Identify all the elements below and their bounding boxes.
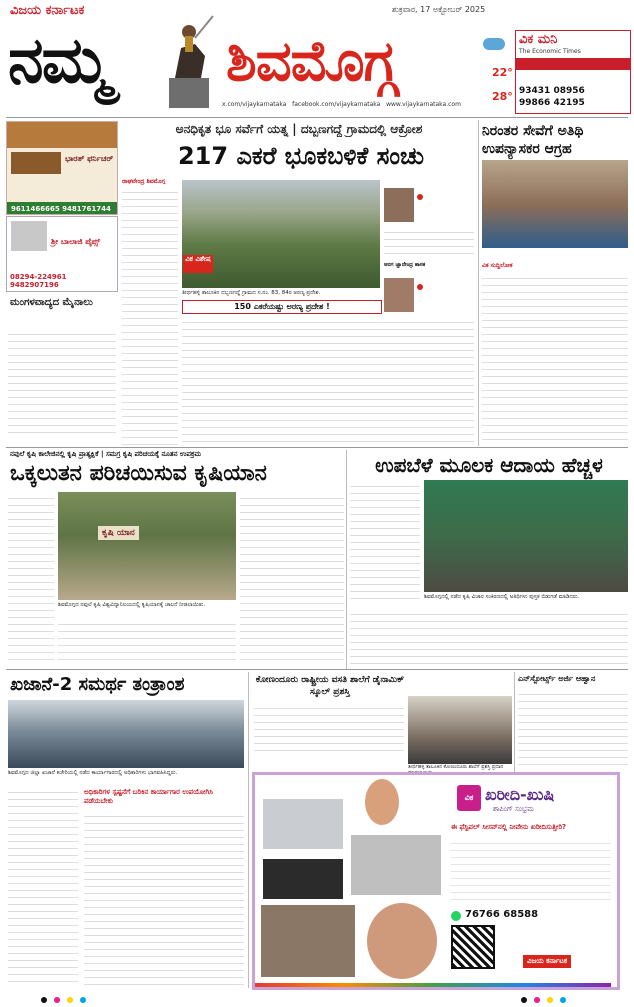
income-body-bottom [350, 608, 628, 666]
income-caption: ಶಿವಮೊಗ್ಗದಲ್ಲಿ ನಡೆದ ಕೃಷಿ ವಿಚಾರ ಸಂಕಿರಣದಲ್ಲಿ ಅತಿಥಿಗಳು ಪುಸ್ತಕ ಬಿಡುಗಡೆ ಮಾಡಿದರು. [424, 594, 580, 600]
social-row [222, 101, 461, 108]
treasury-body-col1 [8, 786, 78, 986]
treasury-body-col2 [84, 810, 244, 986]
mangala-headline: ಮಂಗಳವಾದ್ಯದ ಮೈನಾಲು [10, 297, 93, 308]
agri-headline: ಒಕ್ಕಲುತನ ಪರಿಚಯಿಸುವ ಕೃಷಿಯಾನ [10, 461, 267, 486]
quote2-dot-icon [417, 284, 423, 290]
temp-high: 22° [492, 66, 513, 79]
lead-byline: ರಾಘವೇಂದ್ರ ಶಿವಮೊಗ್ಗ [122, 178, 166, 185]
school-photo [408, 696, 512, 764]
promo-photo-2 [263, 799, 343, 849]
school-body [254, 702, 404, 756]
edition-date: ಶುಕ್ರವಾರ, 17 ಅಕ್ಟೋಬರ್ 2025 [392, 5, 486, 14]
qr-code-icon[interactable] [451, 925, 495, 969]
mangala-body [8, 328, 116, 436]
treasury-headline: ಖಜಾನೆ-2 ಸಮರ್ಥ ತಂತ್ರಾಂಶ [10, 674, 185, 695]
income-body-left [350, 480, 420, 600]
masthead-ad[interactable] [515, 30, 631, 114]
agri-body-left [8, 492, 54, 664]
promo-photo-1 [365, 779, 399, 825]
lead-body-cols [182, 316, 474, 444]
side-photo [482, 160, 628, 248]
vika-vishesha-badge: ವಿಕ ವಿಶೇಷ [183, 255, 213, 273]
promo-phone[interactable]: 76766 68588 [465, 909, 539, 920]
lead-photo-caption: ತೀರ್ಥಹಳ್ಳಿ ತಾಲೂಕಿನ ದಬ್ಬಣಗದ್ದೆ ಗ್ರಾಮದ ಸ.ನಂ. 83, 84ರ ಅರಣ್ಯ ಪ್ರದೇಶ. [182, 290, 321, 296]
side-body [482, 272, 628, 444]
masthead [0, 0, 634, 118]
notice-headline: ಎನ್‌ಸ್ಪೋರ್ಟ್ಸ್ ಅರ್ಜಿ ಆಹ್ವಾನ [518, 674, 596, 683]
promo-title: ಖರೀದಿ-ಖುಷಿ [485, 785, 555, 804]
side-headline: ನಿರಂತರ ಸೇವೆಗೆ ಅತಿಥಿ ಉಪನ್ಯಾಸಕರ ಆಗ್ರಹ [482, 123, 584, 157]
promo-photo-3 [351, 835, 441, 895]
treasury-caption: ಶಿವಮೊಗ್ಗದ ಜಿಲ್ಲಾ ಖಜಾನೆ ಕಚೇರಿಯಲ್ಲಿ ನಡೆದ ಕಾರ್ಯಾಗಾರದಲ್ಲಿ ಅಧಿಕಾರಿಗಳು ಭಾಗವಹಿಸಿದ್ದರು. [8, 770, 178, 776]
left-ad-furniture[interactable] [6, 121, 118, 215]
lead-headline: 217 ಎಕರೆ ಭೂಕಬಳಿಕೆ ಸಂಚು [177, 142, 425, 170]
ad-furniture-title: ಭಾರತ್ ಫರ್ನಿಚರ್ [65, 154, 114, 163]
school-headline: ಕೋಣಂದೂರು ರಾಷ್ಟ್ರೀಯ ವಸತಿ ಶಾಲೆಗೆ ಡೈನಾಮಿಕ್ ಸ್ಕೂಲ್ ಪ್ರಶಸ್ತಿ [255, 675, 405, 697]
website-link[interactable]: www.vijaykarnataka.com [386, 101, 461, 108]
cmyk-marks [40, 988, 87, 1007]
whatsapp-icon [451, 911, 461, 921]
agri-photo-sign: ಕೃಷಿ ಯಾನ [98, 526, 139, 540]
promo-photo-5 [261, 905, 355, 977]
ad-furniture-phone: 9611466665 9481761744 [11, 205, 111, 213]
facebook-link[interactable]: facebook.com/vijaykarnataka [292, 101, 381, 108]
promo-subtitle: ಶಾಪಿಂಗ್ ಸಂಭ್ರಮ [493, 805, 534, 813]
agri-caption: ಶಿವಮೊಗ್ಗದ ನವುಲೆ ಕೃಷಿ ವಿಶ್ವವಿದ್ಯಾನಿಲಯದಲ್ಲಿ ಕೃಷಿಯಾನಕ್ಕೆ ಚಾಲನೆ ನೀಡಲಾಯಿತು. [58, 602, 206, 608]
promo-brand: ವಿಜಯ ಕರ್ನಾಟಕ [523, 955, 571, 968]
agri-body-right [240, 492, 344, 664]
ad-phone2: 99866 42195 [519, 98, 585, 108]
ad-pipes-title: ಶ್ರೀ ಬಾಲಾಜಿ ಪೈಪ್ಸ್ [51, 237, 101, 246]
agri-body-bottom [58, 618, 236, 664]
agri-kicker: ನವುಲೆ ಕೃಷಿ ಕಾಲೇಜಿನಲ್ಲಿ ಕೃಷಿ ಪ್ರಾತ್ಯಕ್ಷಿಕೆ | ಸಮಗ್ರ ಕೃಷಿ ಪರಿಚಯಕ್ಕೆ ನೂತನ ಉಪಕ್ರಮ [10, 450, 201, 458]
publisher-logo[interactable]: ವಿಜಯ ಕರ್ನಾಟಕ [10, 3, 85, 18]
promo-ad[interactable] [252, 772, 620, 990]
promo-photo-4 [263, 859, 343, 899]
shopping-bag-icon: ವಿಕ [457, 785, 481, 811]
masthead-nam: ನಮ್ಮ [8, 24, 110, 98]
temp-low: 28° [492, 90, 513, 103]
cmyk-marks-right [520, 988, 567, 1007]
treasury-photo [8, 700, 244, 768]
ad-pipes-phone: 08294-224961 9482907196 [10, 273, 67, 289]
side-dateline: ವಿಕ ಸುದ್ದಿಲೋಕ [482, 262, 513, 269]
agri-photo [58, 492, 236, 600]
treasury-sub-headline: ಅಧಿಕಾರಿಗಳ ಸ್ಪಷ್ಟನೆಗೆ ಬರಿಕಿನ ಕಾರ್ಯಾಗಾರ ಉಪಯೋಗಿಸಿ ಪಡೆಯಬೇಕು [84, 788, 213, 805]
lead-box-title: 150 ಎಕರೆಯಷ್ಟು ಅರಣ್ಯ ಪ್ರದೇಶ ! [182, 300, 382, 314]
lead-kicker: ಅನಧಿಕೃತ ಭೂ ಸರ್ವೆಗೆ ಯತ್ನ | ದಬ್ಬಣಗದ್ದೆ ಗ್ರಾಮದಲ್ಲಿ ಆಕ್ರೋಶ [175, 122, 423, 136]
income-headline: ಉಪಬೆಳೆ ಮೂಲಕ ಆದಾಯ ಹೆಚ್ಚಳ [375, 453, 603, 477]
quote2-avatar [384, 278, 414, 312]
left-ad-pipes[interactable] [6, 216, 118, 292]
masthead-city: ಶಿವಮೊಗ್ಗ [226, 29, 397, 94]
school-caption: ತೀರ್ಥಹಳ್ಳಿ ತಾಲೂಕಿನ ಕೋಣಂದೂರು ಶಾಲೆಗೆ ಪ್ರಶಸ್ತಿ ಪ್ರದಾನ [408, 764, 504, 770]
ad-brand: ವಿಕ ಮನಿ [519, 32, 558, 47]
notice-body [518, 688, 628, 768]
ad-phone1: 93431 08956 [519, 86, 585, 96]
x-link[interactable]: x.com/vijaykarnataka [222, 101, 287, 108]
quote1-name: ಆರಗ ಜ್ಞಾನೇಂದ್ರ ಶಾಸಕ [384, 262, 426, 268]
ad-brand-sub: The Economic Times [519, 48, 581, 55]
quote-box-1 [384, 184, 474, 274]
quote1-dot-icon [417, 194, 423, 200]
promo-question: ಈ ಫೆಸ್ಟಿವಲ್ ಸೀಸನ್‌ನಲ್ಲಿ ನೀವೇನು ಖರೀದಿಸುತ್ತೀರಿ? [451, 823, 567, 831]
income-photo [424, 480, 628, 592]
quote1-avatar [384, 188, 414, 222]
weather-cloud-icon [483, 38, 505, 50]
promo-photo-6 [367, 903, 437, 979]
lead-body-col1 [122, 186, 178, 446]
statue-illustration [155, 8, 223, 108]
